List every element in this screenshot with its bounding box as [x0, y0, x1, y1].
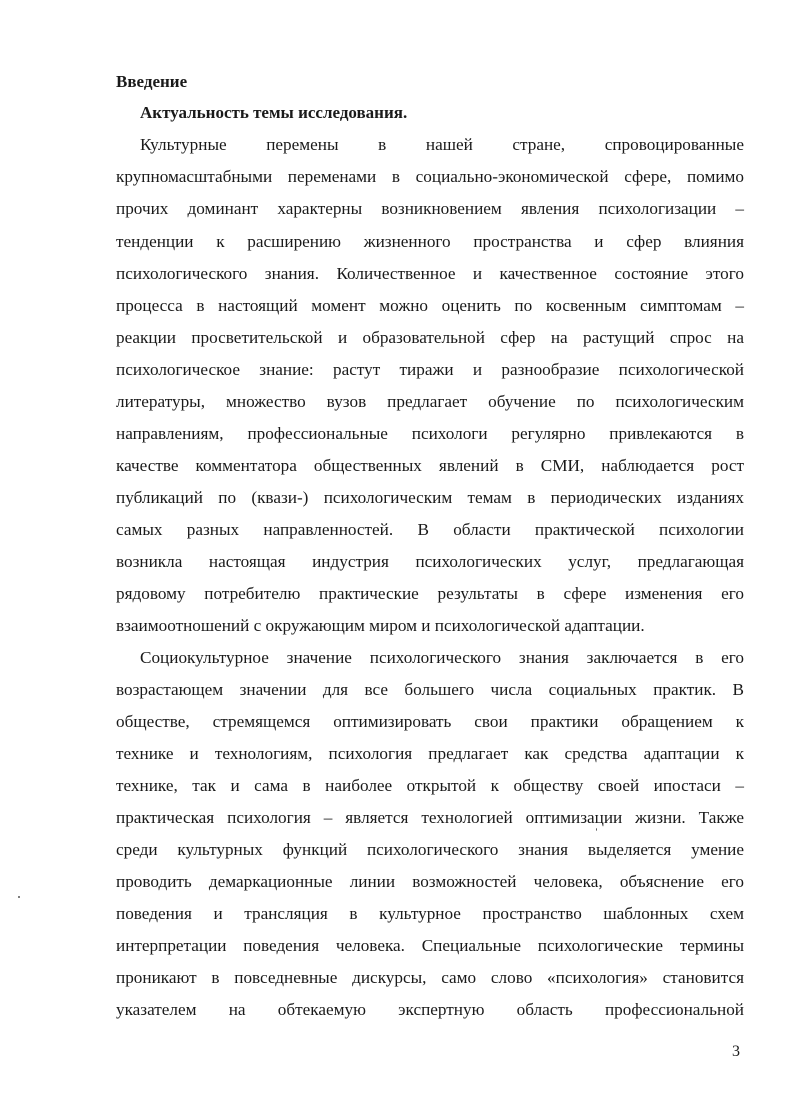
- text-line: возрастающем значении для все большего числа социальных практик. В: [116, 680, 744, 699]
- text-line: крупномасштабными переменами в социально-экономической сфере, помимо: [116, 167, 744, 186]
- text-line: психологическое знание: растут тиражи и разнообразие психологической: [116, 360, 744, 379]
- text-line: направлениям, профессиональные психологи регулярно привлекаются в: [116, 424, 744, 443]
- text-line: прочих доминант характерны возникновением явления психологизации –: [116, 199, 744, 218]
- text-line: технике и технологиям, психология предлагает как средства адаптации к: [116, 744, 744, 763]
- text-line: тенденции к расширению жизненного пространства и сфер влияния: [116, 232, 744, 251]
- text-line: проводить демаркационные линии возможностей человека, объяснение его: [116, 872, 744, 891]
- scan-speck: [18, 896, 20, 898]
- text-line: публикаций по (квази-) психологическим темам в периодических изданиях: [116, 488, 744, 507]
- text-line: поведения и трансляция в культурное пространство шаблонных схем: [116, 904, 744, 923]
- scan-speck: [596, 828, 597, 831]
- page-number: 3: [732, 1043, 740, 1060]
- text-line: технике, так и сама в наиболее открытой к обществу своей ипостаси –: [116, 776, 744, 795]
- text-line: качестве комментатора общественных явлений в СМИ, наблюдается рост: [116, 456, 744, 475]
- text-line: возникла настоящая индустрия психологических услуг, предлагающая: [116, 552, 744, 571]
- text-line: указателем на обтекаемую экспертную область профессиональной: [116, 1000, 744, 1019]
- text-line: взаимоотношений с окружающим миром и психологической адаптации.: [116, 616, 645, 635]
- text-line: среди культурных функций психологического знания выделяется умение: [116, 840, 744, 859]
- text-line: обществе, стремящемся оптимизировать свои практики обращением к: [116, 712, 744, 731]
- text-line: Социокультурное значение психологического знания заключается в его: [140, 648, 744, 667]
- text-line: процесса в настоящий момент можно оценить по косвенным симптомам –: [116, 296, 744, 315]
- text-line: психологического знания. Количественное и качественное состояние этого: [116, 264, 744, 283]
- text-line: интерпретации поведения человека. Специальные психологические термины: [116, 936, 744, 955]
- heading-introduction: Введение: [116, 72, 188, 91]
- text-line: рядовому потребителю практические результаты в сфере изменения его: [116, 584, 744, 603]
- text-line: реакции просветительской и образовательной сфер на растущий спрос на: [116, 328, 744, 347]
- text-line: проникают в повседневные дискурсы, само слово «психология» становится: [116, 968, 744, 987]
- text-line: Культурные перемены в нашей стране, спровоцированные: [140, 135, 744, 154]
- text-line: самых разных направленностей. В области практической психологии: [116, 520, 744, 539]
- text-line: литературы, множество вузов предлагает обучение по психологическим: [116, 392, 744, 411]
- text-line: практическая психология – является технологией оптимизации жизни. Также: [116, 808, 744, 827]
- heading-relevance: Актуальность темы исследования.: [140, 103, 408, 122]
